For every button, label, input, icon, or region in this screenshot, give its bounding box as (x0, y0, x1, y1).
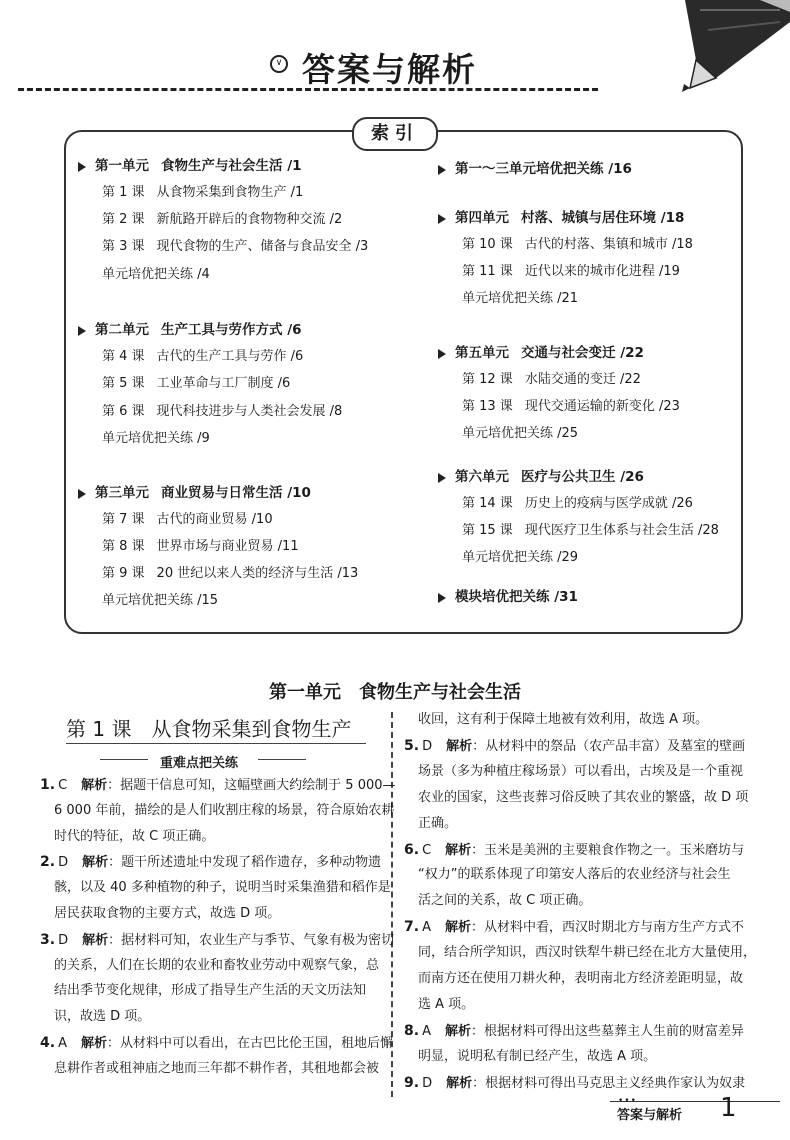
question-number: 3. (40, 931, 56, 948)
index-unit-name: 生产工具与劳作方式 /6 (161, 322, 302, 338)
index-lesson-number: 第 2 课 (102, 212, 145, 227)
pencil-illustration (600, 0, 790, 100)
answer-choice: A (422, 1023, 431, 1039)
index-lesson-entry (102, 567, 358, 581)
answer-continuation (418, 888, 591, 915)
answer-text: 活之间的关系，故 C 项正确。 (418, 893, 592, 909)
index-lesson-entry (462, 524, 719, 538)
answer-item (40, 1030, 393, 1058)
index-lesson-entry (102, 405, 342, 419)
answer-text: 骸，以及 40 多种植物的种子，说明当时采集渔猎和稻作是 (54, 880, 391, 896)
index-label: 索引 (352, 117, 438, 151)
answer-text: ：题干所述遗址中发现了稻作遗存，多种动物遗 (108, 855, 382, 871)
triangle-bullet-icon (78, 489, 86, 499)
index-lesson-number: 第 7 课 (102, 512, 145, 527)
answer-text: 居民获取食物的主要方式，故选 D 项。 (54, 906, 281, 921)
index-unit-entry (438, 470, 644, 485)
index-lesson-entry (102, 594, 218, 608)
index-lesson-entry (462, 400, 680, 414)
answer-item (40, 849, 381, 877)
sub-head-right-rule (258, 759, 306, 760)
lesson-title: 第 1 课 从食物采集到食物生产 (66, 717, 352, 741)
index-lesson-name: 从食物采集到食物生产 /1 (156, 185, 304, 200)
answer-item (404, 1018, 744, 1046)
answer-text: 识，故选 D 项。 (54, 1009, 151, 1025)
lesson-underline (66, 743, 366, 744)
answer-continuation (418, 759, 743, 786)
answer-continuation (418, 785, 748, 812)
index-lesson-entry (102, 186, 303, 200)
index-unit-name: 医疗与公共卫生 /26 (521, 469, 644, 485)
index-lesson-entry (102, 213, 342, 227)
index-unit-label: 第三单元 (95, 485, 149, 501)
index-unit-name: 食物生产与社会生活 /1 (161, 158, 302, 174)
answer-continuation (418, 1044, 656, 1071)
answer-text: 结出季节变化规律，形成了指导生产生活的天文历法知 (54, 983, 367, 999)
answer-text: 场景（多为种植庄稼场景）可以看出，古埃及是一个重视 (418, 763, 744, 779)
answer-choice: D (422, 738, 433, 754)
index-unit-entry (78, 486, 311, 501)
index-lesson-number: 第 13 课 (462, 399, 513, 414)
index-lesson-entry (462, 497, 693, 511)
answer-continuation (54, 875, 391, 902)
index-lesson-entry (462, 238, 693, 252)
analysis-label: 解析 (81, 778, 108, 793)
index-lesson-number: 第 5 课 (102, 376, 145, 391)
index-review-entry: 单元培优把关练 /25 (462, 426, 579, 441)
question-number: 5. (404, 737, 420, 754)
index-lesson-number: 第 4 课 (102, 349, 145, 364)
index-unit-name: 交通与社会变迁 /22 (521, 345, 644, 361)
index-lesson-name: 现代交通运输的新变化 /23 (524, 399, 680, 414)
index-lesson-name: 古代的商业贸易 /10 (156, 512, 273, 527)
question-number: 9. (404, 1074, 420, 1091)
answer-choice: D (58, 855, 69, 871)
answer-text: 农业的国家，这些丧葬习俗反映了其农业的繁盛，故 D 项 (418, 789, 749, 805)
index-review-entry: 单元培优把关练 /9 (102, 431, 210, 446)
answer-continuation (54, 978, 366, 1005)
index-lesson-name: 世界市场与商业贸易 /11 (156, 539, 299, 554)
footer-rule (610, 1101, 780, 1102)
index-lesson-entry (102, 540, 299, 554)
answer-text: ：根据材料可得出这些墓葬主人生前的财富差异 (470, 1023, 744, 1039)
answer-item (404, 914, 744, 942)
index-lesson-entry (102, 513, 273, 527)
header-divider (18, 88, 598, 91)
index-unit-name: 村落、城镇与居住环境 /18 (521, 210, 685, 226)
index-lesson-entry (462, 292, 578, 306)
answer-text: 正确。 (418, 815, 458, 831)
index-lesson-name: 工业革命与工厂制度 /6 (156, 376, 291, 391)
index-lesson-number: 第 6 课 (102, 404, 145, 419)
index-unit-entry (78, 323, 302, 338)
index-lesson-number: 第 10 课 (462, 237, 513, 252)
answer-item (404, 1070, 745, 1098)
answer-text: 收回，这有利于保障土地被有效利用，故选 A 项。 (418, 712, 709, 727)
index-lesson-name: 古代的村落、集镇和城市 /18 (524, 237, 693, 252)
triangle-bullet-icon (438, 593, 446, 603)
index-lesson-name: 新航路开辟后的食物物种交流 /2 (156, 212, 343, 227)
index-lesson-name: 古代的生产工具与劳作 /6 (156, 349, 304, 364)
index-unit-label: 模块培优把关练 /31 (455, 589, 578, 605)
index-unit-entry (78, 159, 302, 174)
section-title: 第一单元 食物生产与社会生活 (269, 682, 521, 703)
answer-text: 选 A 项。 (418, 996, 475, 1012)
index-review-entry: 单元培优把关练 /4 (102, 267, 210, 282)
page-title: 答案与解析 (302, 50, 477, 89)
footer-dots: ••• (618, 1096, 637, 1106)
answer-continuation (54, 798, 394, 825)
triangle-bullet-icon (78, 326, 86, 336)
answer-text: 而南方还在使用刀耕火种，表明南北方经济差距明显，故 (418, 971, 744, 986)
index-lesson-entry (462, 265, 680, 279)
answer-text: 息耕作者或租神庙之地而三年都不耕作者，其租地都会被 (54, 1060, 380, 1076)
index-lesson-number: 第 9 课 (102, 566, 145, 581)
index-unit-label: 第五单元 (455, 345, 509, 361)
answer-continuation (418, 992, 474, 1019)
analysis-label: 解析 (444, 920, 471, 936)
index-lesson-number: 第 12 课 (462, 372, 513, 387)
answer-text: ：从材料中看，西汉时期北方与南方生产方式不 (470, 920, 744, 936)
answer-item (40, 772, 396, 800)
question-number: 8. (404, 1022, 420, 1039)
analysis-label: 解析 (445, 842, 472, 858)
index-unit-entry (438, 346, 644, 361)
answer-choice: C (58, 778, 68, 793)
index-lesson-number: 第 3 课 (102, 239, 145, 254)
question-number: 1. (40, 777, 56, 793)
answer-choice: C (422, 842, 432, 858)
index-unit-entry (438, 162, 632, 177)
index-unit-label: 第一单元 (95, 158, 149, 174)
analysis-label: 解析 (82, 855, 109, 871)
page-number: 1 (720, 1093, 737, 1123)
answer-continuation (54, 824, 214, 851)
index-unit-name: 商业贸易与日常生活 /10 (161, 485, 311, 501)
index-unit-label: 第二单元 (95, 322, 149, 338)
answer-text: 时代的特征，故 C 项正确。 (54, 828, 215, 844)
answer-continuation (418, 707, 708, 734)
answer-text: “权力”的联系体现了印第安人落后的农业经济与社会生 (418, 867, 731, 883)
answer-continuation (54, 953, 379, 980)
analysis-label: 解析 (80, 1036, 107, 1051)
index-lesson-entry (102, 268, 210, 282)
index-lesson-name: 现代医疗卫生体系与社会生活 /28 (524, 523, 719, 538)
analysis-label: 解析 (82, 932, 109, 948)
answer-continuation (54, 1056, 379, 1083)
index-lesson-entry (462, 373, 641, 387)
triangle-bullet-icon (78, 162, 86, 172)
analysis-label: 解析 (446, 1075, 473, 1091)
answer-choice: A (422, 920, 431, 936)
answer-text: 6 000 年前，描绘的是人们收割庄稼的场景，符合原始农耕 (54, 802, 395, 818)
sub-heading: 重难点把关练 (160, 756, 239, 771)
index-lesson-entry (462, 551, 578, 565)
index-lesson-number: 第 11 课 (462, 264, 513, 279)
index-lesson-entry (102, 432, 210, 446)
answer-item (404, 837, 744, 865)
answer-text: 明显，说明私有制已经产生，故选 A 项。 (418, 1048, 657, 1064)
title-mark-icon: ∨ (270, 55, 288, 73)
index-unit-label: 第六单元 (455, 469, 509, 485)
index-lesson-entry (102, 350, 303, 364)
answer-item (40, 927, 394, 955)
triangle-bullet-icon (438, 214, 446, 224)
answer-continuation (418, 862, 730, 889)
triangle-bullet-icon (438, 165, 446, 175)
index-lesson-number: 第 14 课 (462, 496, 513, 511)
index-unit-entry (438, 211, 684, 226)
index-unit-label: 第一～三单元培优把关练 /16 (455, 161, 632, 177)
answer-choice: D (422, 1075, 433, 1091)
index-review-entry: 单元培优把关练 /21 (462, 291, 579, 306)
sub-head-left-rule (100, 759, 148, 760)
answer-continuation (418, 811, 457, 838)
answer-choice: D (58, 932, 69, 948)
index-lesson-name: 历史上的疫病与医学成就 /26 (524, 496, 693, 511)
answer-text: ：从材料中可以看出，在古巴比伦王国，租地后懈 (106, 1036, 393, 1051)
index-lesson-name: 现代科技进步与人类社会发展 /8 (156, 404, 343, 419)
index-lesson-entry (102, 377, 290, 391)
question-number: 4. (40, 1035, 56, 1051)
index-review-entry: 单元培优把关练 /29 (462, 550, 579, 565)
answer-choice: A (58, 1036, 67, 1051)
index-lesson-entry (102, 240, 368, 254)
question-number: 2. (40, 854, 56, 871)
answer-continuation (54, 1004, 150, 1031)
index-lesson-number: 第 1 课 (102, 185, 145, 200)
index-lesson-name: 现代食物的生产、储备与食品安全 /3 (156, 239, 369, 254)
triangle-bullet-icon (438, 473, 446, 483)
index-unit-entry (438, 590, 578, 605)
analysis-label: 解析 (446, 738, 473, 754)
answer-text: ：从材料中的祭品（农产品丰富）及墓室的壁画 (472, 738, 746, 754)
index-unit-label: 第四单元 (455, 210, 509, 226)
question-number: 6. (404, 841, 420, 858)
answer-continuation (54, 901, 280, 928)
index-lesson-entry (462, 427, 578, 441)
index-lesson-number: 第 8 课 (102, 539, 145, 554)
answer-text: ：据材料可知，农业生产与季节、气象有极为密切 (108, 932, 395, 948)
index-lesson-name: 20 世纪以来人类的经济与生活 /13 (156, 566, 359, 581)
answer-continuation (418, 940, 756, 967)
answer-text: ：玉米是美洲的主要粮食作物之一。玉米磨坊与 (471, 842, 745, 858)
index-review-entry: 单元培优把关练 /15 (102, 593, 219, 608)
analysis-label: 解析 (444, 1023, 471, 1039)
answer-text: ：根据材料可得出马克思主义经典作家认为奴隶 (472, 1075, 746, 1091)
footer-label: 答案与解析 (617, 1108, 683, 1123)
answer-text: 的关系，人们在长期的农业和畜牧业劳动中观察气象，总 (54, 957, 380, 973)
answer-text: ：据题干信息可知，这幅壁画大约绘制于 5 000— (107, 778, 396, 793)
index-lesson-number: 第 15 课 (462, 523, 513, 538)
triangle-bullet-icon (438, 349, 446, 359)
index-lesson-name: 水陆交通的变迁 /22 (524, 372, 641, 387)
answer-continuation (418, 966, 743, 993)
answer-text: 同，结合所学知识，西汉时铁犁牛耕已经在北方大量使用， (418, 945, 757, 961)
answer-item (404, 733, 745, 761)
index-lesson-name: 近代以来的城市化进程 /19 (524, 264, 680, 279)
question-number: 7. (404, 919, 420, 936)
